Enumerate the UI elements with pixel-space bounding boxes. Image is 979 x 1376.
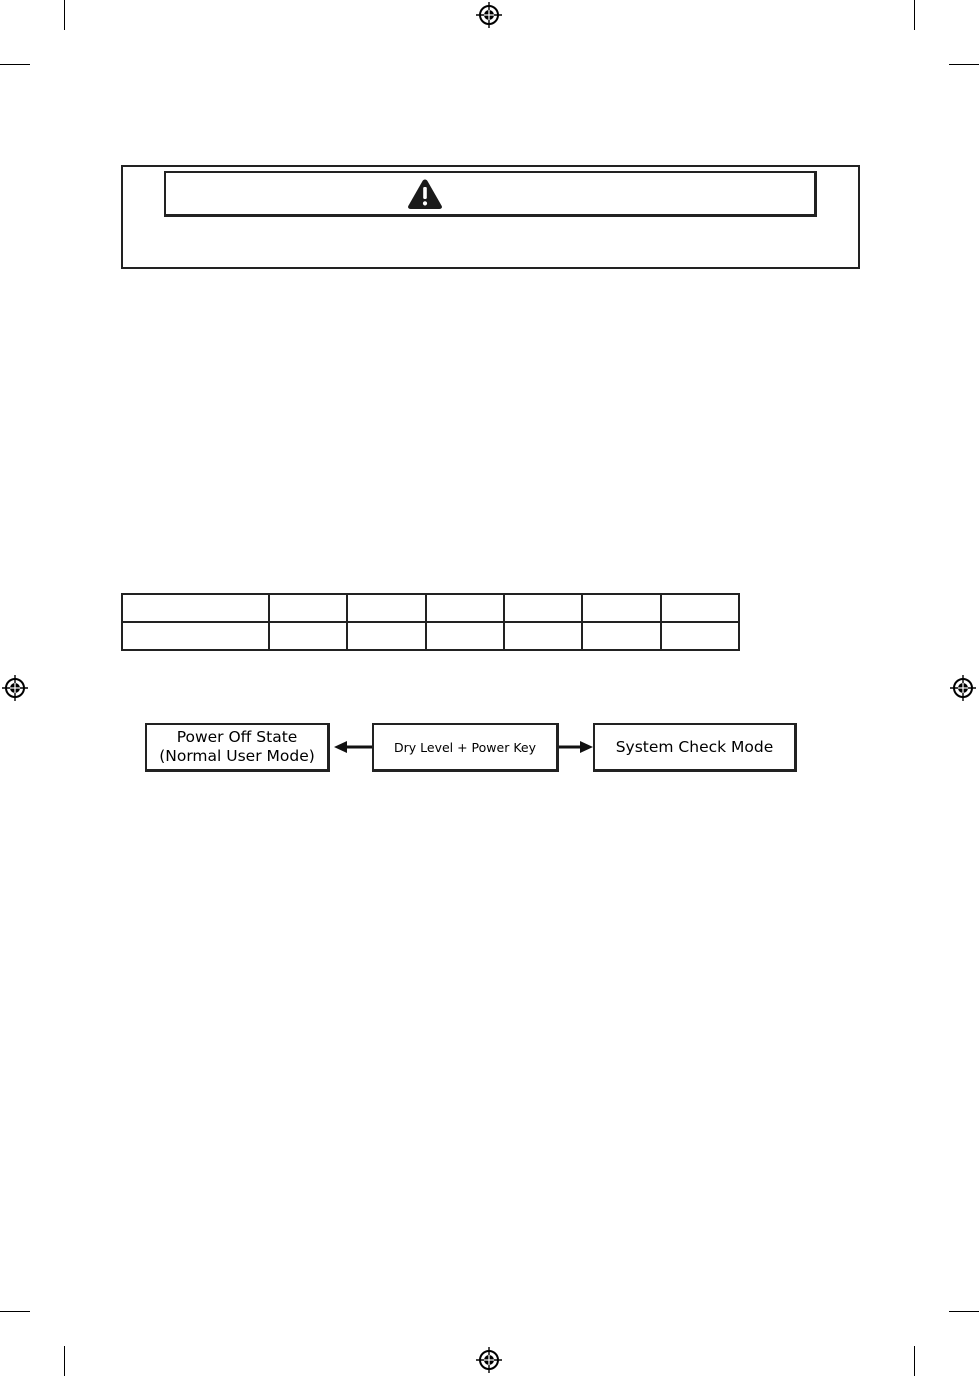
table-cell [661,594,739,622]
power-off-state-label: Power Off State [176,728,298,746]
dry-level-power-key-box [372,723,559,772]
registration-mark-icon [2,675,28,701]
caution-box [121,165,860,269]
table-cell [582,622,660,650]
arrow-left-icon [334,740,374,754]
caution-header [164,171,817,217]
table-row [122,622,739,650]
table-cell [426,622,504,650]
crop-mark-left-bottom [0,1311,30,1312]
table-cell [122,622,269,650]
crop-mark-top-right [914,0,915,30]
warning-triangle-icon [407,178,443,210]
table-cell [122,594,269,622]
system-check-mode-label: System Check Mode [615,737,774,756]
table-cell [269,622,347,650]
arrow-right-icon [558,740,594,754]
registration-mark-icon [950,675,976,701]
system-check-mode-box [593,723,797,772]
table-cell [661,622,739,650]
table-cell [269,594,347,622]
crop-mark-bottom-left [64,1346,65,1376]
power-off-state-box [145,723,330,772]
table-cell [426,594,504,622]
table-cell [582,594,660,622]
table-cell [504,622,582,650]
dry-level-power-key-label: Dry Level + Power Key [394,739,536,755]
table-cell [504,594,582,622]
table-cell [347,622,425,650]
normal-user-mode-label: (Normal User Mode) [159,747,315,765]
crop-mark-right-top [949,64,979,65]
registration-mark-icon [476,1347,502,1373]
data-table [121,593,740,651]
crop-mark-right-bottom [949,1311,979,1312]
table-row [122,594,739,622]
registration-mark-icon [476,2,502,28]
crop-mark-left-top [0,64,30,65]
crop-mark-top-left [64,0,65,30]
table-cell [347,594,425,622]
crop-mark-bottom-right [914,1346,915,1376]
